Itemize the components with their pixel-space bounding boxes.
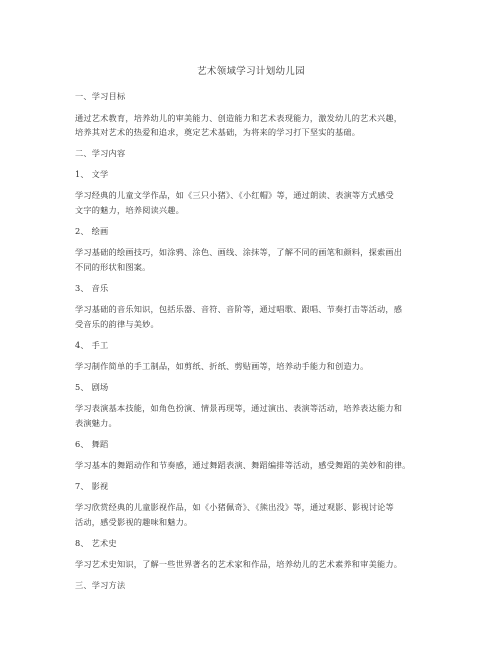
paragraph-line: 活动，感受影视的趣味和魅力。 — [75, 517, 193, 527]
subheading-theater: 5、 剧场 — [75, 382, 109, 392]
paragraph-line: 通过艺术教育，培养幼儿的审美能力、创造能力和艺术表现能力，激发幼儿的艺术兴趣， — [75, 113, 403, 123]
paragraph-line: 文字的魅力，培养阅读兴趣。 — [75, 205, 185, 215]
subheading-painting: 2、 绘画 — [75, 226, 109, 236]
subheading-dance: 6、 舞蹈 — [75, 439, 109, 449]
subheading-handcraft: 4、 手工 — [75, 340, 109, 350]
subheading-music: 3、 音乐 — [75, 283, 109, 293]
paragraph-line: 培养其对艺术的热爱和追求，奠定艺术基础，为将来的学习打下坚实的基础。 — [75, 127, 361, 137]
section-heading-goals: 一、学习目标 — [75, 91, 126, 101]
subheading-literature: 1、 文学 — [75, 169, 109, 179]
paragraph-line: 学习表演基本技能，如角色扮演、情景再现等，通过演出、表演等活动，培养表达能力和 — [75, 403, 403, 413]
subheading-film: 7、 影视 — [75, 481, 109, 491]
paragraph-line: 学习经典的儿童文学作品，如《三只小猪》、《小红帽》等，通过朗读、表演等方式感受 — [75, 190, 394, 200]
paragraph-line: 学习艺术史知识，了解一些世界著名的艺术家和作品，培养幼儿的艺术素养和审美能力。 — [75, 559, 403, 569]
document-title: 艺术领域学习计划幼儿园 — [197, 66, 305, 77]
paragraph-line: 学习基础的绘画技巧，如涂鸦、涂色、画线、涂抹等，了解不同的画笔和颜料，探索画出 — [75, 247, 403, 257]
subheading-art-history: 8、 艺术史 — [75, 538, 117, 548]
paragraph-line: 学习基本的舞蹈动作和节奏感，通过舞蹈表演、舞蹈编排等活动，感受舞蹈的美妙和韵律。 — [75, 460, 411, 470]
section-heading-content: 二、学习内容 — [75, 148, 126, 158]
paragraph-line: 学习制作简单的手工制品，如剪纸、折纸、剪贴画等，培养动手能力和创造力。 — [75, 361, 369, 371]
paragraph-line: 不同的形状和图案。 — [75, 262, 151, 272]
paragraph-line: 学习基础的音乐知识，包括乐器、音符、音阶等，通过唱歌、跟唱、节奏打击等活动，感 — [75, 304, 403, 314]
section-heading-methods: 三、学习方法 — [75, 580, 126, 590]
paragraph-line: 学习欣赏经典的儿童影视作品，如《小猪佩奇》、《熊出没》等，通过观影、影视讨论等 — [75, 502, 394, 512]
paragraph-line: 表演魅力。 — [75, 418, 117, 428]
paragraph-line: 受音乐的韵律与美妙。 — [75, 319, 159, 329]
